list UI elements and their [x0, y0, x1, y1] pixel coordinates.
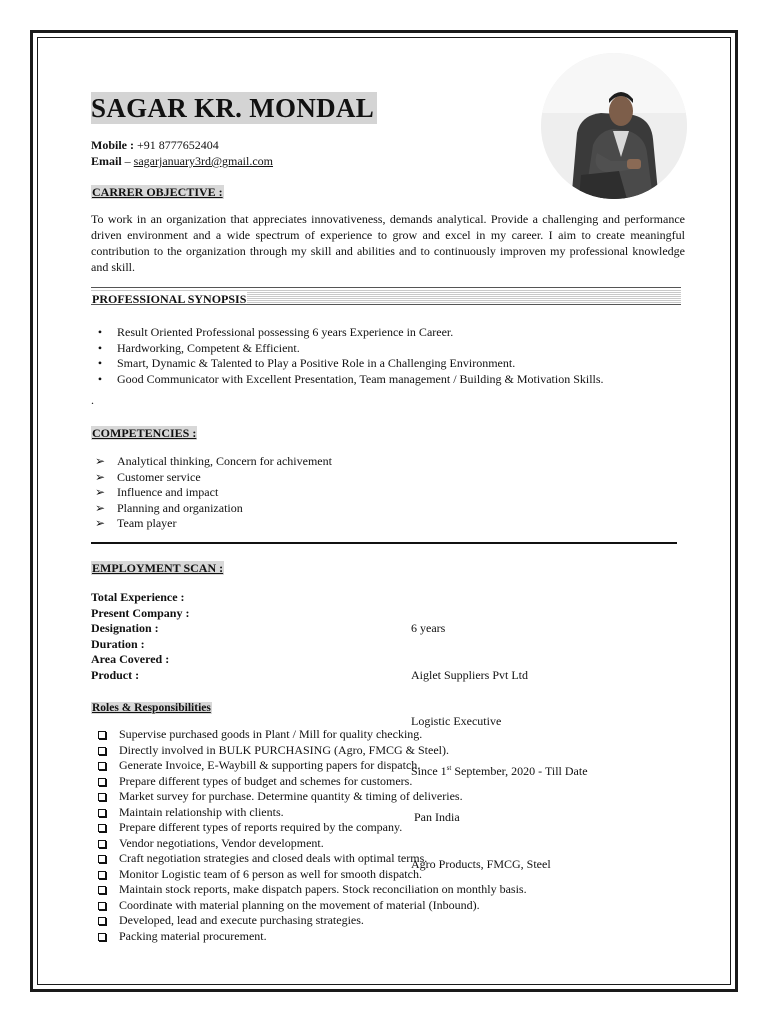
roles-list — [93, 727, 685, 944]
list-item: Packing material procurement. — [93, 929, 685, 945]
list-item: ➢ Analytical thinking, Concern for achivement — [91, 454, 685, 470]
list-item: ➢ Customer service — [91, 470, 685, 486]
checkbox-square-icon — [93, 820, 111, 837]
mobile-label: Mobile : — [91, 138, 134, 152]
disc-bullet-icon: • — [97, 356, 103, 370]
checkbox-square-icon — [93, 789, 111, 806]
competencies-heading-wrap — [91, 424, 197, 442]
list-item: Supervise purchased goods in Plant / Mill for quality checking. — [93, 727, 685, 743]
list-item: Directly involved in BULK PURCHASING (Agro, FMCG & Steel). — [93, 743, 685, 759]
synopsis-heading-wrap — [91, 290, 247, 308]
list-item: • Good Communicator with Excellent Presentation, Team management / Building & Motivation Skills. — [91, 372, 685, 388]
list-item: ➢ Team player — [91, 516, 685, 532]
employment-labels — [91, 590, 391, 683]
profile-photo — [541, 53, 687, 199]
objective-text: To work in an organization that appreciates innovativeness, demands analytical. Provide a challenging and performance driven environment and a wide spectrum of experience to grow and excel in my career. I aim to create meaningful contribution to the organization through my skill and abilities and to continuously improven my professional knowledge and skill. — [91, 212, 685, 274]
list-item: Generate Invoice, E-Waybill & supporting papers for dispatch. — [93, 758, 685, 774]
arrow-bullet-icon: ➢ — [94, 454, 106, 468]
area-covered-value: Pan India — [411, 810, 460, 824]
duration-label: Duration : — [91, 636, 145, 651]
list-item: • Result Oriented Professional possessing 6 years Experience in Career. — [91, 325, 685, 341]
list-item: Monitor Logistic team of 6 person as well for smooth dispatch. — [93, 867, 685, 883]
synopsis-list — [91, 325, 685, 387]
competencies-list — [91, 454, 685, 532]
roles-heading-wrap — [91, 698, 212, 716]
arrow-bullet-icon: ➢ — [94, 516, 106, 530]
competencies-divider — [91, 542, 677, 544]
designation-label: Designation : — [91, 621, 159, 635]
disc-bullet-icon: • — [97, 371, 103, 386]
list-item: Maintain stock reports, make dispatch papers. Stock reconciliation on monthly basis. — [93, 882, 685, 898]
list-item: Prepare different types of reports required by the company. — [93, 820, 685, 836]
checkbox-square-icon — [93, 898, 111, 915]
checkbox-square-icon — [93, 867, 111, 884]
checkbox-square-icon — [93, 882, 111, 899]
duration-value: Since 1st September, 2020 - Till Date — [411, 763, 588, 778]
list-item: • Smart, Dynamic & Talented to Play a Positive Role in a Challenging Environment. — [91, 356, 685, 372]
list-item: Prepare different types of budget and schemes for customers. — [93, 774, 685, 790]
list-item: Coordinate with material planning on the movement of material (Inbound). — [93, 898, 685, 914]
email-label: Email — [91, 154, 122, 168]
synopsis-top-rule — [91, 287, 681, 288]
list-item: Market survey for purchase. Determine quantity & timing of deliveries. — [93, 789, 685, 805]
mobile-line — [91, 137, 273, 153]
list-item: ➢ Planning and organization — [91, 501, 685, 517]
product-value: Agro Products, FMCG, Steel — [411, 856, 551, 871]
checkbox-square-icon — [93, 929, 111, 946]
disc-bullet-icon: • — [97, 325, 103, 339]
disc-bullet-icon: • — [97, 340, 103, 355]
profile-photo-image — [541, 53, 687, 199]
employment-heading: EMPLOYMENT SCAN : — [92, 561, 224, 575]
total-experience-label: Total Experience : — [91, 590, 185, 604]
competencies-heading: COMPETENCIES : — [92, 426, 197, 440]
checkbox-square-icon — [93, 743, 111, 760]
candidate-name: SAGAR KR. MONDAL — [91, 92, 377, 124]
present-company-label: Present Company : — [91, 605, 190, 620]
checkbox-square-icon — [93, 774, 111, 791]
list-item: ➢ Influence and impact — [91, 485, 685, 501]
arrow-bullet-icon: ➢ — [94, 500, 106, 515]
list-item: Maintain relationship with clients. — [93, 805, 685, 821]
product-label: Product : — [91, 667, 140, 682]
list-item: Craft negotiation strategies and closed deals with optimal terms. — [93, 851, 685, 867]
present-company-value: Aiglet Suppliers Pvt Ltd — [411, 667, 528, 682]
list-item: Developed, lead and execute purchasing strategies. — [93, 913, 685, 929]
objective-heading-wrap — [91, 183, 224, 201]
email-link[interactable]: sagarjanuary3rd@gmail.com — [133, 154, 274, 168]
email-separator: – — [124, 154, 131, 168]
email-line — [91, 153, 273, 169]
mobile-value: +91 8777652404 — [137, 138, 219, 152]
trailing-dot: . — [91, 393, 94, 407]
list-item: Vendor negotiations, Vendor development. — [93, 836, 685, 852]
employment-heading-wrap — [91, 559, 224, 577]
synopsis-bottom-rule — [91, 304, 681, 305]
designation-value: Logistic Executive — [411, 714, 502, 728]
synopsis-heading: PROFESSIONAL SYNOPSIS — [92, 292, 247, 306]
checkbox-square-icon — [93, 758, 111, 775]
checkbox-square-icon — [93, 851, 111, 868]
contact-block — [91, 137, 273, 169]
objective-heading: CARRER OBJECTIVE : — [92, 185, 223, 199]
list-item: • Hardworking, Competent & Efficient. — [91, 341, 685, 357]
checkbox-square-icon — [93, 836, 111, 853]
checkbox-square-icon — [93, 913, 111, 930]
roles-heading: Roles & Responsibilities — [92, 702, 211, 714]
area-covered-label: Area Covered : — [91, 652, 170, 666]
total-experience-value: 6 years — [411, 621, 446, 635]
checkbox-square-icon — [93, 727, 111, 744]
arrow-bullet-icon: ➢ — [94, 469, 106, 484]
arrow-bullet-icon: ➢ — [94, 485, 106, 499]
checkbox-square-icon — [93, 805, 111, 822]
